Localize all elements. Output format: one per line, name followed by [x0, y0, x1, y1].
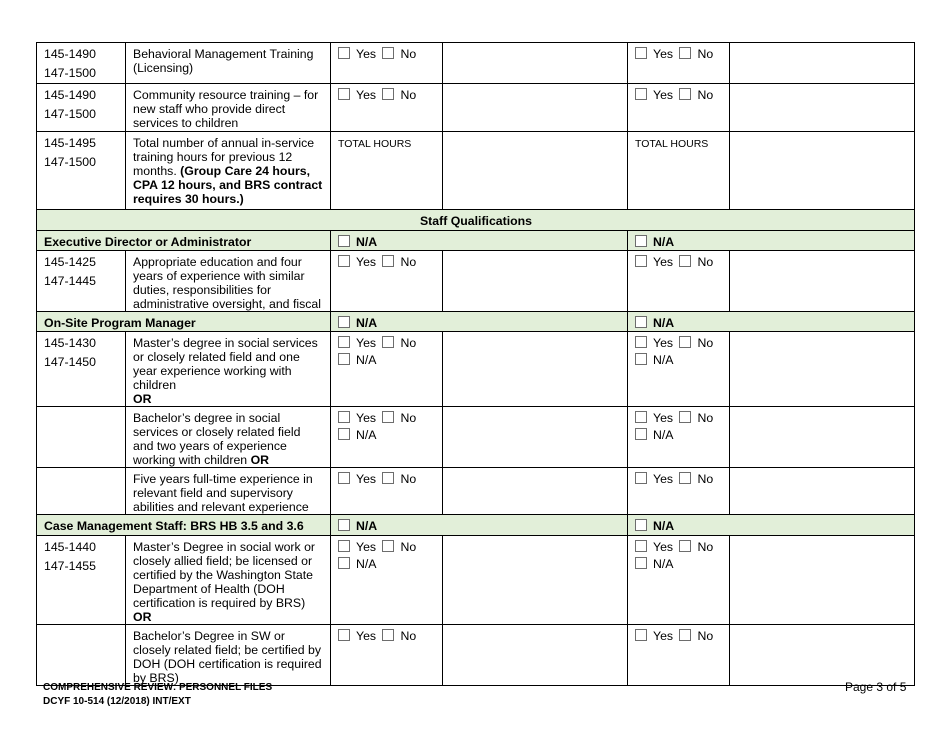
wac-codes [37, 407, 126, 468]
na-checkbox[interactable] [338, 353, 350, 365]
na-checkbox[interactable] [338, 316, 350, 328]
no-checkbox[interactable] [679, 472, 691, 484]
wac-codes: 145-1490 147-1500 [37, 84, 126, 132]
yes-checkbox[interactable] [338, 472, 350, 484]
requirement-text: Master’s Degree in social work or closely allied field; be licensed or certified by the Washington State Department of Health (DOH certification is required by BRS) OR [126, 536, 331, 625]
no-checkbox[interactable] [382, 472, 394, 484]
review-1-na: N/A [331, 231, 628, 251]
requirement-text: Total number of annual in-service training hours for previous 12 months. (Group Care 24 hours, CPA 12 hours, and BRS contract requires 30 hours.) [126, 132, 331, 210]
na-checkbox[interactable] [635, 519, 647, 531]
yes-checkbox[interactable] [338, 411, 350, 423]
review-2-comments[interactable] [730, 407, 915, 468]
table-row [37, 43, 915, 84]
yes-checkbox[interactable] [338, 47, 350, 59]
yes-checkbox[interactable] [635, 336, 647, 348]
wac-codes: 145-1440 147-1455 [37, 536, 126, 625]
section-title: Case Management Staff: BRS HB 3.5 and 3.6 [37, 515, 331, 536]
na-checkbox[interactable] [338, 428, 350, 440]
table-row [37, 251, 915, 312]
no-checkbox[interactable] [679, 255, 691, 267]
no-checkbox[interactable] [679, 47, 691, 59]
table-row [37, 84, 915, 132]
review-1-comments[interactable] [443, 84, 628, 132]
table-row [37, 468, 915, 515]
review-2-response: Yes No [628, 43, 730, 84]
wac-codes: 145-1495 147-1500 [37, 132, 126, 210]
review-1-response: Yes No [331, 43, 443, 84]
yes-checkbox[interactable] [338, 629, 350, 641]
review-2-response: Yes No N/A [628, 332, 730, 407]
review-2-na: N/A [628, 231, 915, 251]
review-1-response: Yes No N/A [331, 407, 443, 468]
na-checkbox[interactable] [635, 557, 647, 569]
wac-codes: 145-1430 147-1450 [37, 332, 126, 407]
page-number: Page 3 of 5 [845, 680, 907, 694]
no-checkbox[interactable] [382, 540, 394, 552]
yes-checkbox[interactable] [338, 255, 350, 267]
section-header-row [37, 312, 915, 332]
yes-checkbox[interactable] [635, 540, 647, 552]
yes-checkbox[interactable] [338, 88, 350, 100]
review-2-response: Yes No N/A [628, 536, 730, 625]
table-row [37, 536, 915, 625]
review-1-response: Yes No [331, 625, 443, 686]
no-checkbox[interactable] [382, 411, 394, 423]
review-2-na: N/A [628, 515, 915, 536]
no-checkbox[interactable] [382, 88, 394, 100]
review-2-comments[interactable] [730, 332, 915, 407]
staff-qualifications-title: Staff Qualifications [37, 210, 915, 231]
requirement-text: Bachelor’s degree in social services or closely related field and two years of experience working with children OR [126, 407, 331, 468]
review-1-comments[interactable] [443, 43, 628, 84]
wac-codes [37, 468, 126, 515]
review-1-total-hours[interactable]: TOTAL HOURS [331, 132, 443, 210]
review-1-comments[interactable] [443, 625, 628, 686]
review-2-comments[interactable] [730, 84, 915, 132]
requirement-text: Behavioral Management Training (Licensing) [126, 43, 331, 84]
yes-checkbox[interactable] [635, 411, 647, 423]
section-title: Executive Director or Administrator [37, 231, 331, 251]
requirement-text: Master’s degree in social services or closely related field and one year experience working with children OR [126, 332, 331, 407]
na-checkbox[interactable] [338, 235, 350, 247]
no-checkbox[interactable] [679, 336, 691, 348]
review-2-comments[interactable] [730, 132, 915, 210]
wac-codes: 145-1490 147-1500 [37, 43, 126, 84]
yes-checkbox[interactable] [635, 629, 647, 641]
section-title-row [37, 210, 915, 231]
review-2-comments[interactable] [730, 468, 915, 515]
review-2-na: N/A [628, 312, 915, 332]
review-2-response: Yes No N/A [628, 407, 730, 468]
review-1-response: Yes No N/A [331, 332, 443, 407]
wac-codes: 145-1425 147-1445 [37, 251, 126, 312]
requirement-text: Appropriate education and four years of experience with similar duties, responsibilities for administrative oversight, and fiscal [126, 251, 331, 312]
review-1-comments[interactable] [443, 132, 628, 210]
review-2-response: Yes No [628, 468, 730, 515]
review-1-comments[interactable] [443, 332, 628, 407]
review-2-response: Yes No [628, 251, 730, 312]
review-2-comments[interactable] [730, 251, 915, 312]
section-title: On-Site Program Manager [37, 312, 331, 332]
na-checkbox[interactable] [338, 557, 350, 569]
no-checkbox[interactable] [382, 629, 394, 641]
review-1-comments[interactable] [443, 536, 628, 625]
no-checkbox[interactable] [382, 336, 394, 348]
yes-checkbox[interactable] [635, 47, 647, 59]
review-1-response: Yes No N/A [331, 536, 443, 625]
review-1-response: Yes No [331, 84, 443, 132]
no-checkbox[interactable] [679, 629, 691, 641]
review-1-na: N/A [331, 312, 628, 332]
review-1-comments[interactable] [443, 407, 628, 468]
review-2-comments[interactable] [730, 625, 915, 686]
section-header-row [37, 231, 915, 251]
requirement-text: Bachelor’s Degree in SW or closely related field; be certified by DOH (DOH certification is required by BRS) [126, 625, 331, 686]
yes-checkbox[interactable] [635, 88, 647, 100]
no-checkbox[interactable] [679, 411, 691, 423]
review-1-response: Yes No [331, 468, 443, 515]
na-checkbox[interactable] [635, 353, 647, 365]
table-row [37, 332, 915, 407]
yes-checkbox[interactable] [635, 472, 647, 484]
no-checkbox[interactable] [679, 88, 691, 100]
no-checkbox[interactable] [679, 540, 691, 552]
review-2-response: Yes No [628, 84, 730, 132]
personnel-review-table [36, 42, 915, 686]
table-row [37, 625, 915, 686]
table-row [37, 132, 915, 210]
na-checkbox[interactable] [635, 428, 647, 440]
na-checkbox[interactable] [338, 519, 350, 531]
no-checkbox[interactable] [382, 47, 394, 59]
review-2-comments[interactable] [730, 43, 915, 84]
no-checkbox[interactable] [382, 255, 394, 267]
requirement-text: Community resource training – for new staff who provide direct services to children [126, 84, 331, 132]
review-1-comments[interactable] [443, 251, 628, 312]
section-header-row [37, 515, 915, 536]
yes-checkbox[interactable] [635, 255, 647, 267]
wac-codes [37, 625, 126, 686]
table-row [37, 407, 915, 468]
yes-checkbox[interactable] [338, 540, 350, 552]
footer-form-title: COMPREHENSIVE REVIEW: PERSONNEL FILES [43, 682, 273, 693]
requirement-text: Five years full-time experience in relevant field and supervisory abilities and relevant experience [126, 468, 331, 515]
review-2-comments[interactable] [730, 536, 915, 625]
footer-form-info [43, 681, 272, 709]
footer-form-number: DCYF 10-514 (12/2018) INT/EXT [43, 696, 191, 707]
na-checkbox[interactable] [635, 235, 647, 247]
review-1-comments[interactable] [443, 468, 628, 515]
review-1-na: N/A [331, 515, 628, 536]
review-2-total-hours[interactable]: TOTAL HOURS [628, 132, 730, 210]
yes-checkbox[interactable] [338, 336, 350, 348]
na-checkbox[interactable] [635, 316, 647, 328]
review-1-response: Yes No [331, 251, 443, 312]
review-2-response: Yes No [628, 625, 730, 686]
